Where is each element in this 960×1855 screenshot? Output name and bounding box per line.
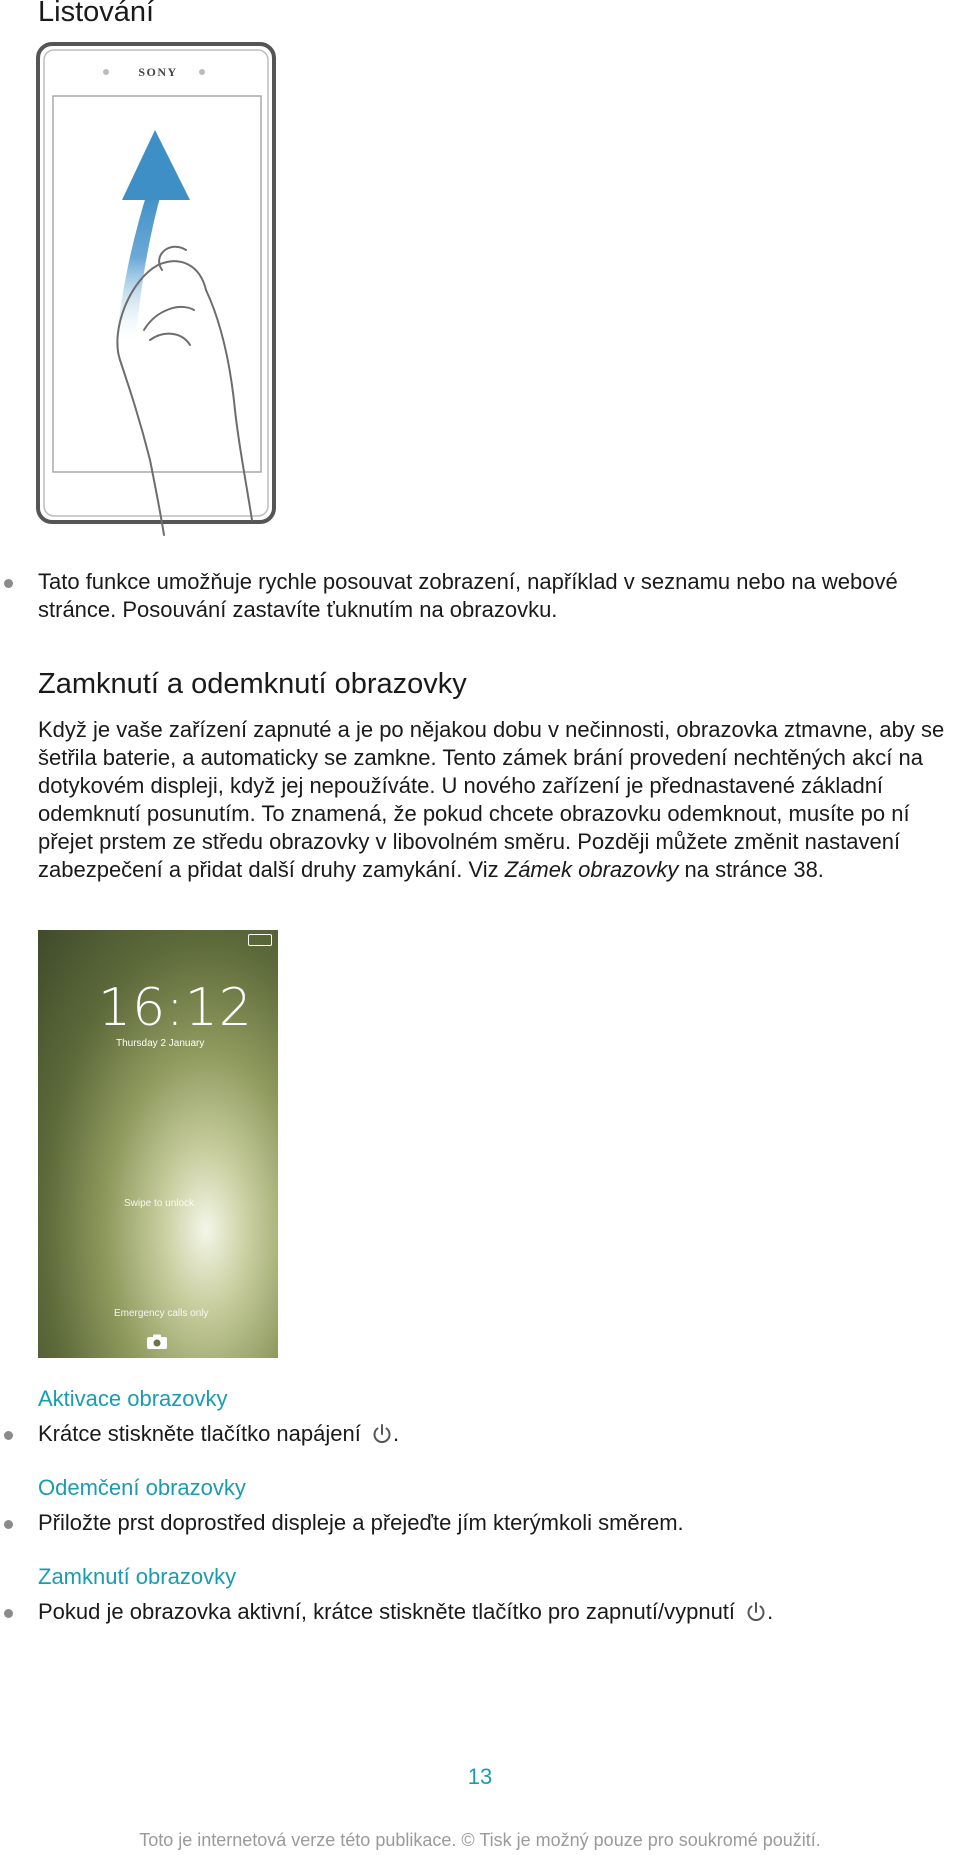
battery-icon bbox=[248, 934, 272, 946]
section-title-lock: Zamknutí a odemknutí obrazovky bbox=[38, 668, 467, 700]
lock-screen-emergency: Emergency calls only bbox=[114, 1308, 209, 1319]
lock-paragraph bbox=[38, 716, 956, 884]
step-text-unlock: Přiložte prst doprostřed displeje a přejeďte jím kterýmkoli směrem. bbox=[38, 1510, 684, 1535]
step-suffix-activate: . bbox=[392, 1421, 400, 1446]
bullet-dot bbox=[4, 579, 13, 588]
lock-screen-image bbox=[38, 930, 278, 1358]
step-text-lock: Pokud je obrazovka aktivní, krátce stiskněte tlačítko pro zapnutí/vypnutí bbox=[38, 1599, 742, 1624]
power-icon bbox=[371, 1423, 393, 1445]
section-title-scroll: Listování bbox=[38, 0, 155, 28]
lock-screen-date: Thursday 2 January bbox=[116, 1038, 205, 1049]
bullet-dot bbox=[4, 1520, 13, 1529]
lock-screen-time: 16:12 bbox=[98, 978, 253, 1038]
bullet-dot bbox=[4, 1609, 13, 1618]
phone-swipe-illustration bbox=[30, 40, 290, 540]
step-heading-lock: Zamknutí obrazovky bbox=[38, 1564, 237, 1589]
page-number: 13 bbox=[467, 1764, 493, 1789]
phone-brand-logo: SONY bbox=[138, 65, 178, 79]
bullet-scroll-text: Tato funkce umožňuje rychle posouvat zobrazení, například v seznamu nebo na webové stránce. Posouvání zastavíte ťuknutím na obrazovku. bbox=[38, 569, 898, 622]
page-footer: Toto je internetová verze této publikace. © Tisk je možný pouze pro soukromé použití. bbox=[139, 1830, 821, 1850]
bullet-dot bbox=[4, 1431, 13, 1440]
step-heading-unlock: Odemčení obrazovky bbox=[38, 1475, 246, 1500]
link-screen-lock[interactable]: Zámek obrazovky bbox=[504, 857, 679, 882]
camera-icon bbox=[146, 1334, 168, 1350]
lock-screen-swipe-hint: Swipe to unlock bbox=[124, 1198, 195, 1209]
lock-paragraph-start: Když je vaše zařízení zapnuté a je po nějakou dobu v nečinnosti, obrazovka ztmavne, aby se šetřila baterie, a automaticky se zamkne. Tento zámek brání provedení nechtěných akcí na dotykovém displeji, když jej nepoužíváte. U nového zařízení je přednastavené základní odemknutí posunutím. To znamená, že pokud chcete obrazovku odemknout, musíte po ní přejet prstem ze středu obrazovky v libovolném směru. Později můžete změnit nastavení zabezpečení a přidat další druhy zamykání. Viz bbox=[38, 717, 945, 882]
power-icon bbox=[745, 1601, 767, 1623]
step-text-activate: Krátce stiskněte tlačítko napájení bbox=[38, 1421, 367, 1446]
step-suffix-lock: . bbox=[767, 1599, 774, 1624]
step-heading-activate: Aktivace obrazovky bbox=[38, 1386, 228, 1411]
lock-paragraph-end: na stránce 38. bbox=[678, 857, 824, 882]
